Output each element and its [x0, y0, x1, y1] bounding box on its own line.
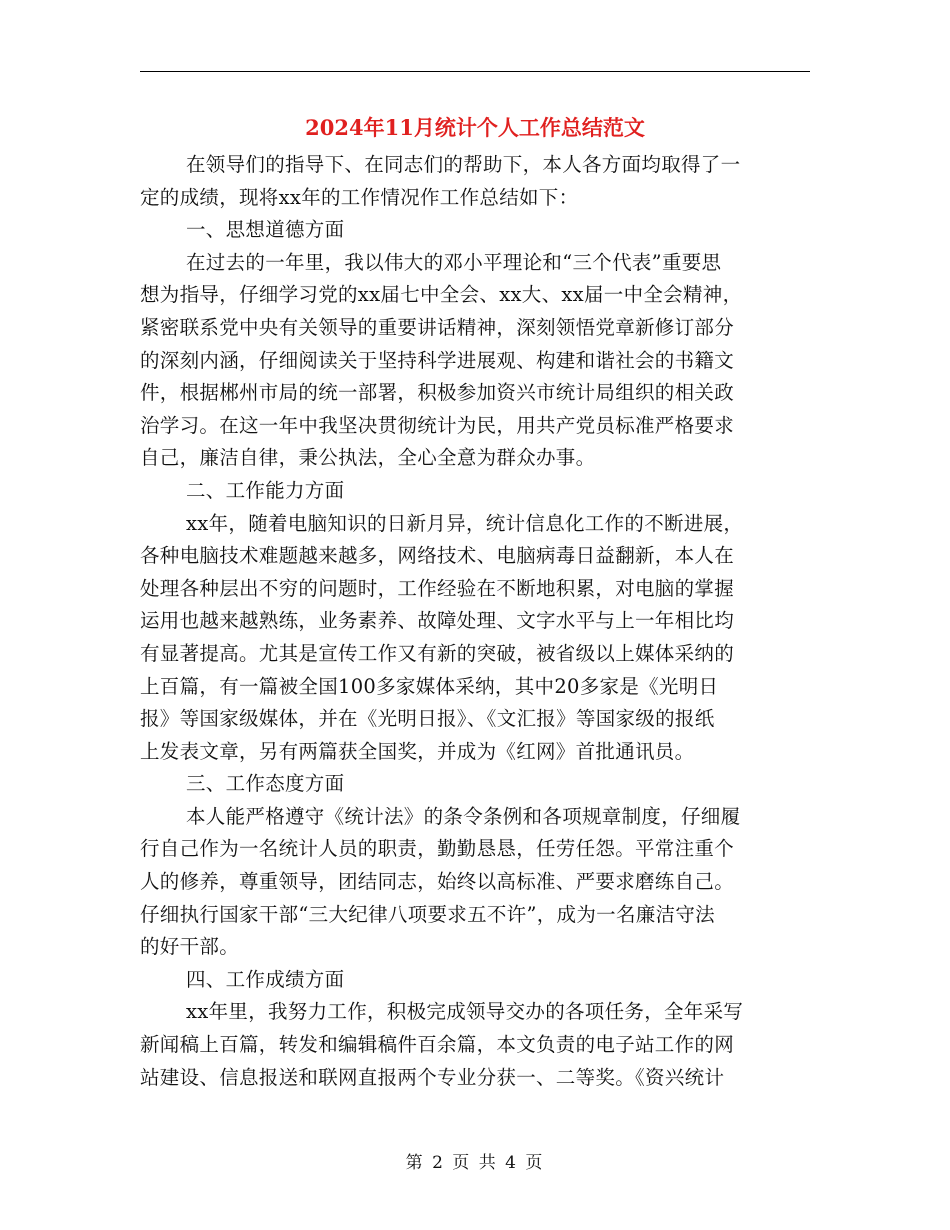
ideology-paragraph-line: 想为指导，仔细学习党的xx届七中全会、xx大、xx届一中全会精神，: [140, 283, 743, 307]
section-heading-ability: 二、工作能力方面: [186, 478, 345, 502]
ideology-paragraph-line: 治学习。在这一年中我坚决贯彻统计为民，用共产党员标准严格要求: [140, 413, 735, 437]
attitude-paragraph-line: 本人能严格遵守《统计法》的条令条例和各项规章制度，仔细履: [186, 804, 741, 828]
section-heading-achievements: 四、工作成绩方面: [186, 967, 345, 991]
achievements-paragraph-line: xx年里，我努力工作，积极完成领导交办的各项任务，全年采写: [186, 1000, 744, 1024]
ideology-paragraph-line: 自己，廉洁自律，秉公执法，全心全意为群众办事。: [140, 446, 596, 470]
attitude-paragraph-line: 人的修养，尊重领导，团结同志，始终以高标准、严要求磨练自己。: [140, 870, 735, 894]
ability-paragraph-line: xx年，随着电脑知识的日新月异，统计信息化工作的不断进展，: [186, 511, 744, 535]
ability-paragraph-line: 报》等国家级媒体，并在《光明日报》、《文汇报》等国家级的报纸: [140, 707, 715, 731]
section-heading-attitude: 三、工作态度方面: [186, 772, 345, 796]
document-body: [140, 149, 812, 1094]
ideology-paragraph-line: 件，根据郴州市局的统一部署，积极参加资兴市统计局组织的相关政: [140, 381, 735, 405]
document-title: 2024年11月统计个人工作总结范文: [305, 115, 645, 140]
ideology-paragraph-line: 紧密联系党中央有关领导的重要讲话精神，深刻领悟党章新修订部分: [140, 315, 735, 339]
attitude-paragraph-line: 行自己作为一名统计人员的职责，勤勤恳恳，任劳任怨。平常注重个: [140, 837, 735, 861]
ability-paragraph-line: 有显著提高。尤其是宣传工作又有新的突破，被省级以上媒体采纳的: [140, 641, 735, 665]
attitude-paragraph-line: 仔细执行国家干部“三大纪律八项要求五不许”，成为一名廉洁守法: [140, 902, 715, 926]
ability-paragraph-line: 处理各种层出不穷的问题时，工作经验在不断地积累，对电脑的掌握: [140, 576, 735, 600]
achievements-paragraph-line: 站建设、信息报送和联网直报两个专业分获一、二等奖。《资兴统计: [140, 1065, 725, 1089]
section-heading-ideology: 一、思想道德方面: [186, 218, 345, 242]
ability-paragraph-line: 运用也越来越熟练，业务素养、故障处理、文字水平与上一年相比均: [140, 609, 735, 633]
achievements-paragraph-line: 新闻稿上百篇，转发和编辑稿件百余篇，本文负责的电子站工作的网: [140, 1033, 735, 1057]
page-footer: 第 2 页 共 4 页: [405, 1153, 545, 1173]
ability-paragraph-line: 上百篇，有一篇被全国100多家媒体采纳，其中20多家是《光明日: [140, 674, 719, 698]
ability-paragraph-line: 上发表文章，另有两篇获全国奖，并成为《红网》首批通讯员。: [140, 739, 695, 763]
attitude-paragraph-line: 的好干部。: [140, 935, 240, 959]
intro-paragraph-line: 在领导们的指导下、在同志们的帮助下，本人各方面均取得了一: [186, 153, 741, 176]
intro-paragraph-line: 定的成绩，现将xx年的工作情况作工作总结如下：: [140, 185, 579, 209]
header-rule: [140, 71, 810, 72]
ideology-paragraph-line: 在过去的一年里，我以伟大的邓小平理论和“三个代表”重要思: [186, 250, 722, 274]
ideology-paragraph-line: 的深刻内涵，仔细阅读关于坚持科学进展观、构建和谐社会的书籍文: [140, 348, 735, 372]
ability-paragraph-line: 各种电脑技术难题越来越多，网络技术、电脑病毒日益翻新，本人在: [140, 544, 735, 568]
